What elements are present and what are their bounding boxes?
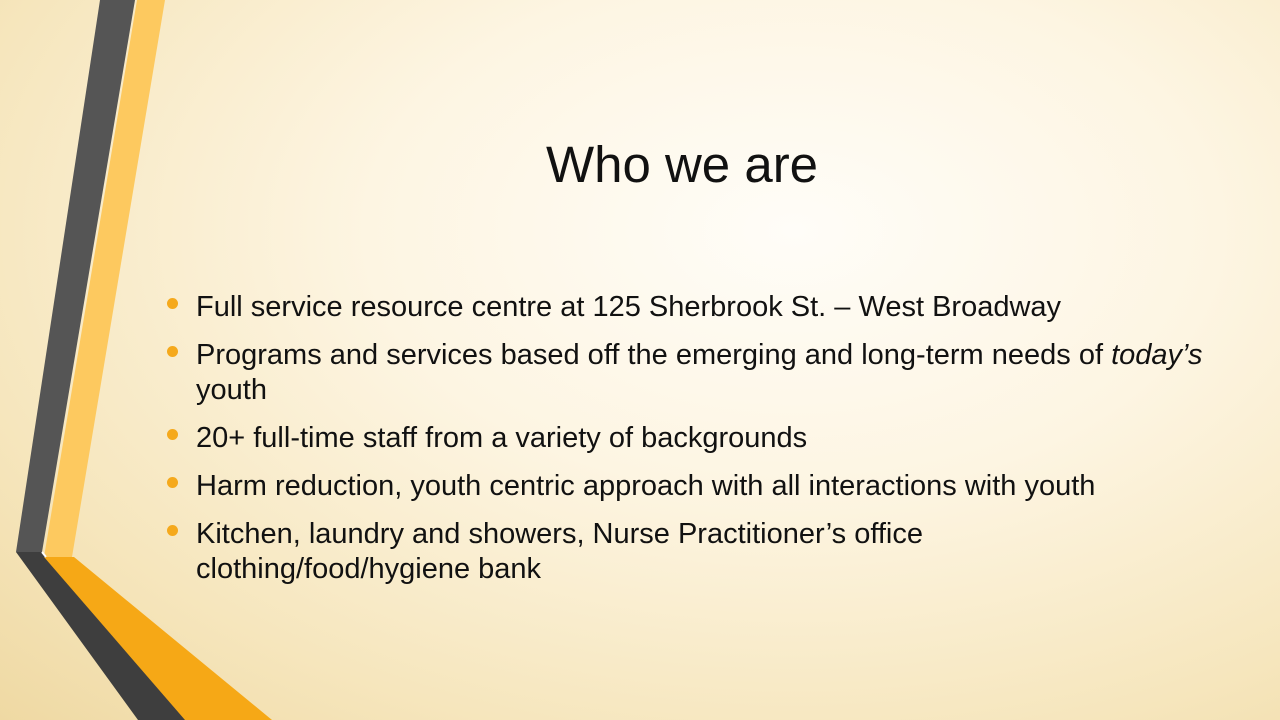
bullet-dot-icon xyxy=(167,477,178,488)
bullet-text: Kitchen, laundry and showers, Nurse Practitioner’s office clothing/food/hygiene bank xyxy=(196,518,923,585)
bullet-list xyxy=(163,290,1213,600)
bullet-item xyxy=(163,469,1213,504)
bullet-text: Programs and services based off the emerging and long-term needs of xyxy=(196,339,1112,371)
bullet-text: youth xyxy=(196,374,267,406)
bullet-emphasis-text: today’s xyxy=(1111,339,1203,371)
bullet-dot-icon xyxy=(167,346,178,357)
bullet-item xyxy=(163,421,1213,456)
bullet-text: 20+ full-time staff from a variety of backgrounds xyxy=(196,422,808,454)
bullet-item xyxy=(163,517,1213,587)
bullet-dot-icon xyxy=(167,429,178,440)
bullet-dot-icon xyxy=(167,298,178,309)
bullet-dot-icon xyxy=(167,525,178,536)
bullet-item xyxy=(163,338,1213,408)
bullet-item xyxy=(163,290,1213,325)
bullet-text: Full service resource centre at 125 Sherbrook St. – West Broadway xyxy=(196,291,1062,323)
slide-title: Who we are xyxy=(545,136,819,193)
bullet-text: Harm reduction, youth centric approach with all interactions with youth xyxy=(196,470,1096,502)
